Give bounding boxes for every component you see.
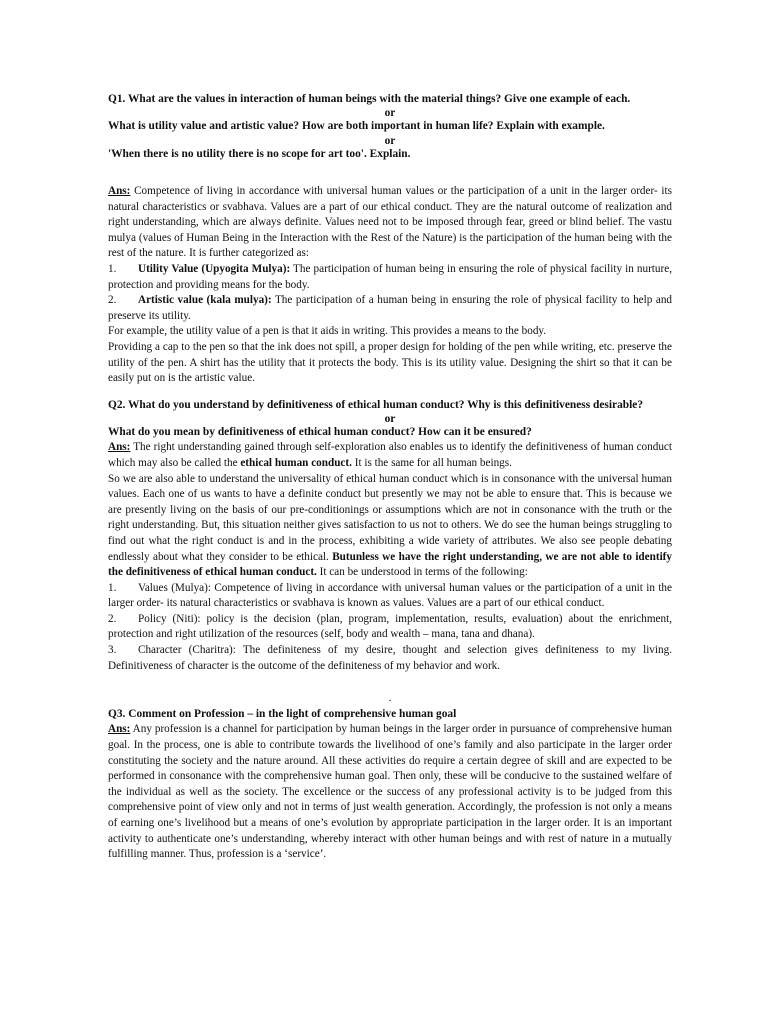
question-1-title: Q1. What are the values in interaction of human beings with the material things? Give one example of each.: [108, 93, 631, 105]
question-2-title: Q2. What do you understand by definitiveness of ethical human conduct? Why is this definitiveness desirable?: [108, 398, 644, 411]
question-2-alt-1: What do you mean by definitiveness of ethical human conduct? How can it be ensured?: [108, 426, 532, 439]
answer-3-label: Ans:: [108, 723, 131, 736]
question-3-block: [108, 707, 672, 722]
answer-2-intro: [108, 440, 672, 471]
answer-1-item-1-title: Utility Value (Upyogita Mulya):: [138, 262, 291, 275]
answer-1-intro: [108, 184, 672, 262]
answer-3-block: [108, 722, 672, 862]
answer-2-para2-b: It can be understood in terms of the following:: [316, 566, 528, 579]
answer-2-label: Ans:: [108, 441, 131, 454]
answer-2-item-2-text: Policy (Niti): policy is the decision (plan, program, implementation, results, evaluation) about the enrichment, protection and right utilization of the resources (self, body and wealth – mana, tana and dhana).: [108, 612, 672, 641]
question-1-or-1: or: [384, 107, 396, 120]
answer-1-item-2: [108, 293, 672, 324]
answer-1-item-1-text: The participation of human being in ensuring the role of physical facility in nurture, protection and providing means for the body.: [108, 262, 673, 291]
answer-2-item-1: [108, 581, 672, 612]
answer-2-item-3-number: 3.: [108, 644, 117, 657]
answer-2-paragraph-2: [108, 472, 672, 581]
answer-2-para2-bold: Butunless we have the right understanding, we are not able to identify the definitiveness of ethical human conduct.: [108, 550, 672, 579]
answer-1-item-2-text: The participation of a human being in ensuring the role of physical facility to help and preserve its utility.: [108, 294, 673, 322]
answer-3-text: Any profession is a channel for participation by human beings in the larger order in pursuance of comprehensive human goal. In the process, one is able to contribute towards the livelihood of one’s family and also participate in the larger order constituting the society and the nature around. All these activities do require a certain degree of skill and are expected to be performed in consonance with the comprehensive human goal. Then only, these will be conducive to the sustained welfare of the individual as well as the society. The excellence or the success of any professional activity is to be judged from this comprehensive point of view only and not in terms of just wealth generation. Accordingly, the profession is not only a means of earning one’s livelihood but a means of one’s evolution by appropriate participation in the larger order. It is an important activity to authenticate one’s understanding, whereby interact with other human beings and with rest of nature in a mutually fulfilling manner. Thus, profession is a ‘service’.: [108, 723, 672, 861]
answer-2-item-3-text: Character (Charitra): The definiteness of my desire, thought and selection gives definiteness to my living. Definitiveness of character is the outcome of the definiteness of my behavior and work.: [108, 644, 672, 672]
question-3-title: Q3. Comment on Profession – in the light of comprehensive human goal: [108, 708, 457, 721]
question-1-alt-2: 'When there is no utility there is no scope for art too'. Explain.: [108, 147, 411, 160]
answer-1-item-1-number: 1.: [108, 262, 117, 275]
answer-2-item-3: [108, 643, 672, 674]
answer-2-text-b: It is the same for all human beings.: [351, 456, 512, 469]
answer-2-item-1-number: 1.: [108, 581, 117, 594]
answer-2-block: [108, 440, 672, 674]
answer-1-example-1: For example, the utility value of a pen is that it aids in writing. This provides a means to the body.: [108, 325, 547, 338]
question-2-block: [108, 398, 672, 441]
answer-2-para2-a: So we are also able to understand the universality of ethical human conduct which is in consonance with the universal human values. Each one of us wants to have a definite conduct but presently we may not be able to ensure that. This is because we are presently living on the basis of our pre-conditionings or assumptions which are not in consonance with the truth or the right understanding. But, this situation neither gives satisfaction to us not to others. We do see the human beings struggling to find out what the right conduct is and in the process, exhibiting a wide variety of attributes. We also see people debating endlessly about what they consider to be ethical.: [108, 472, 672, 563]
answer-2-item-2: [108, 612, 672, 643]
answer-2-item-2-number: 2.: [108, 612, 117, 625]
answer-2-text-a: The right understanding gained through self-exploration also enables us to identify the definitiveness of human conduct which may also be called the: [108, 441, 672, 469]
answer-2-item-1-text: Values (Mulya): Competence of living in accordance with universal human values or the participation of a unit in the larger order- its natural characteristics or svabhava is known as values. Values are a part of our ethical conduct.: [108, 581, 672, 610]
question-1-block: [108, 92, 672, 162]
question-1-or-2: or: [384, 134, 396, 147]
answer-1-block: [108, 184, 672, 387]
answer-1-label: Ans:: [108, 185, 131, 198]
answer-2-bold: ethical human conduct.: [240, 456, 352, 469]
answer-1-item-1: [108, 262, 672, 293]
separator-dot: .: [388, 692, 392, 705]
answer-1-example-2: Providing a cap to the pen so that the ink does not spill, a proper design for holding of the pen while writing, etc. preserve the utility of the pen. A shirt has the utility that it protects the body. This is its utility value. Designing the shirt so that it can be easily put on is the artistic value.: [108, 340, 672, 385]
answer-1-item-2-title: Artistic value (kala mulya):: [138, 294, 272, 307]
question-2-or-1: or: [384, 412, 396, 425]
question-1-alt-1: What is utility value and artistic value? How are both important in human life? Explain with example.: [108, 120, 605, 133]
answer-1-item-2-number: 2.: [108, 294, 117, 307]
answer-3-text-block: [108, 722, 672, 862]
answer-1-text: Competence of living in accordance with universal human values or the participation of a unit in the larger order- its natural characteristics or svabhava. Values are a part of our ethical conduct. They are the natural outcome of realization and right understanding, which are always definite. Values need not to be imposed through fear, greed or blind belief. The vastu mulya (values of Human Being in the Interaction with the Rest of the Nature) is the participation of the human being with the rest of the nature. It is further categorized as:: [108, 185, 672, 260]
